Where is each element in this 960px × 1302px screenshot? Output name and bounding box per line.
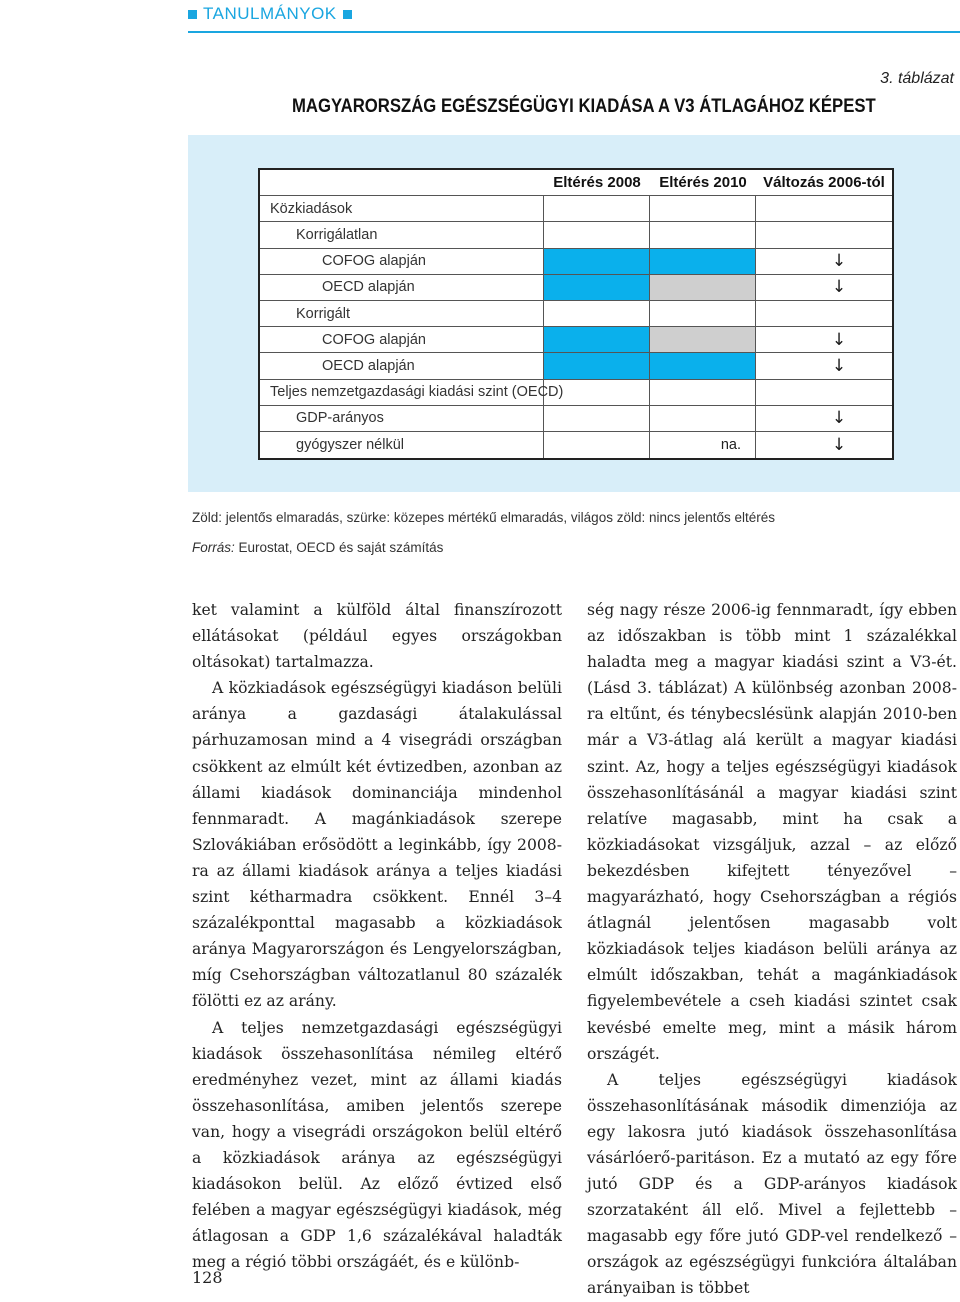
row-label: Teljes nemzetgazdasági kiadási szint (OECD) bbox=[260, 380, 544, 405]
column-header: Eltérés 2010 bbox=[659, 174, 747, 192]
row-label: Közkiadások bbox=[260, 196, 544, 221]
column-header: Változás 2006-tól bbox=[763, 174, 885, 192]
source-label: Forrás: bbox=[192, 540, 235, 555]
green-status-cell bbox=[544, 275, 650, 300]
empty-cell bbox=[544, 380, 650, 405]
gray-status-cell bbox=[650, 275, 756, 300]
change-cell bbox=[756, 249, 892, 274]
page-number: 128 bbox=[192, 1268, 223, 1287]
row-label: COFOG alapján bbox=[260, 249, 544, 274]
table-source bbox=[192, 540, 443, 555]
table-row bbox=[260, 406, 892, 432]
green-status-cell bbox=[544, 249, 650, 274]
change-cell bbox=[756, 380, 892, 405]
table-row bbox=[260, 196, 892, 222]
row-label: OECD alapján bbox=[260, 353, 544, 378]
change-cell bbox=[756, 275, 892, 300]
paragraph: ség nagy része 2006-ig fennmaradt, így ebben az időszakban is több mint 1 százalékkal haladta meg a magyar kiadási szint a V3-ét. (Lásd 3. táblázat) A különbség azonban 2008-ra eltűnt, és ténybecslésünk alapján 2010-ben már a V3-átlag alá került a magyar kiadási szint. Az, hogy a teljes egészségügyi kiadások összehasonlításánál a magyar kiadási szint relatíve magasabb, mint ha csak a közkiadásokat vizsgáljuk, azzal – az előző bekezdésben kifejtett tényezővel – magyarázható, hogy Csehországban a régiós átlagnál jelentősen magasabb volt közkiadások teljes kiadáson belüli aránya az elmúlt időszakban, tehát a magánkiadások figyelembevétele a cseh kiadási szintet csak kevésbé emelte meg, mint a másik három országét. bbox=[587, 601, 957, 1063]
gray-status-cell bbox=[650, 327, 756, 352]
paragraph: A közkiadások egészségügyi kiadáson belüli aránya a gazdasági átalakulással párhuzamosan mind a 4 visegrádi országban csökkent az elmúlt két évtizedben, azonban az állami kiadások dominanciája mindenhol fennmaradt. A magánkiadások szerepe Szlovákiában erősödött a leginkább, így 2008-ra az állami kiadások aránya a teljes kiadási szint kétharmadra csökkent. Ennél 3–4 százalékponttal magasabb a közkiadások aránya Magyarországon és Lengyelországban, míg Csehországban változatlanul 80 százalék fölötti ez az arány. bbox=[192, 679, 562, 1011]
change-cell bbox=[756, 222, 892, 247]
na-cell: na. bbox=[650, 432, 756, 458]
paragraph: A teljes nemzetgazdasági egészségügyi kiadások összehasonlítása némileg eltérő eredményhez vezet, mint az állami kiadás összehasonlítása, amiben jelentős szerepe van, hogy a visegrádi országokon belül eltérő a közkiadások aránya az egészségügyi kiadásokon belül. Az előző évtized első felében a magyar egészségügyi kiadások, még átlagosan a GDP 1,6 százalékával haladták meg a régió többi országáét, és e különb- bbox=[192, 1018, 562, 1272]
paragraph: ket valamint a külföld által finanszírozott ellátásokat (például egyes országokban oltásokat) tartalmazza. bbox=[192, 601, 562, 672]
comparison-table bbox=[258, 168, 894, 460]
change-cell bbox=[756, 353, 892, 378]
column-header: Eltérés 2008 bbox=[553, 174, 641, 192]
table-row bbox=[260, 275, 892, 301]
row-label: COFOG alapján bbox=[260, 327, 544, 352]
green-status-cell bbox=[544, 353, 650, 378]
change-cell bbox=[756, 406, 892, 431]
empty-cell bbox=[544, 222, 650, 247]
table-panel bbox=[188, 135, 960, 492]
source-text: Eurostat, OECD és saját számítás bbox=[234, 540, 444, 555]
empty-cell bbox=[650, 196, 756, 221]
table-row bbox=[260, 327, 892, 353]
text-column-left bbox=[192, 597, 562, 1275]
empty-cell bbox=[544, 196, 650, 221]
section-title: TANULMÁNYOK bbox=[203, 4, 337, 23]
arrow-down-icon: ↓ bbox=[831, 277, 847, 298]
table-row bbox=[260, 301, 892, 327]
table-row bbox=[260, 249, 892, 275]
section-header bbox=[188, 4, 352, 24]
green-status-cell bbox=[650, 353, 756, 378]
table-row bbox=[260, 432, 892, 458]
arrow-down-icon: ↓ bbox=[831, 408, 847, 429]
paragraph: A teljes egészségügyi kiadások összehasonlításának második dimenziója az egy lakosra jutó kiadások összehasonlítása vásárlóerő-paritáson. Ez a mutató az egy főre jutó GDP és a GDP-arányos kiadások szorzataként áll elő. Mivel a fejlettebb – magasabb egy főre jutó GDP-vel rendelkező – országok az egészségügyi funkcióra általában arányaiban is többet bbox=[587, 1070, 957, 1298]
lightgreen-status-cell bbox=[544, 406, 650, 431]
row-label: Korrigált bbox=[260, 301, 544, 326]
row-label: OECD alapján bbox=[260, 275, 544, 300]
arrow-down-icon: ↓ bbox=[831, 434, 847, 455]
table-header-row bbox=[260, 170, 892, 196]
header-empty-cell bbox=[260, 170, 544, 195]
square-bullet-icon bbox=[343, 10, 352, 19]
table-number: 3. táblázat bbox=[880, 70, 954, 87]
table-legend: Zöld: jelentős elmaradás, szürke: közepes mértékű elmaradás, világos zöld: nincs jelentős eltérés bbox=[192, 510, 776, 525]
empty-cell bbox=[650, 222, 756, 247]
arrow-down-icon: ↓ bbox=[831, 251, 847, 272]
row-label: gyógyszer nélkül bbox=[260, 432, 544, 458]
green-status-cell bbox=[650, 249, 756, 274]
text-column-right bbox=[587, 597, 957, 1302]
change-cell bbox=[756, 327, 892, 352]
table-body bbox=[260, 196, 892, 458]
change-cell bbox=[756, 432, 892, 458]
green-status-cell bbox=[544, 327, 650, 352]
lightgreen-status-cell bbox=[544, 432, 650, 458]
arrow-down-icon: ↓ bbox=[831, 329, 847, 350]
table-row bbox=[260, 380, 892, 406]
table-title: MAGYARORSZÁG EGÉSZSÉGÜGYI KIADÁSA A V3 ÁTLAGÁHOZ KÉPEST bbox=[292, 96, 876, 117]
empty-cell bbox=[544, 301, 650, 326]
header-divider bbox=[188, 31, 960, 33]
change-cell bbox=[756, 301, 892, 326]
change-cell bbox=[756, 196, 892, 221]
table-row bbox=[260, 222, 892, 248]
lightgreen-status-cell bbox=[650, 406, 756, 431]
row-label: Korrigálatlan bbox=[260, 222, 544, 247]
empty-cell bbox=[650, 380, 756, 405]
arrow-down-icon: ↓ bbox=[831, 355, 847, 376]
empty-cell bbox=[650, 301, 756, 326]
row-label: GDP-arányos bbox=[260, 406, 544, 431]
table-row bbox=[260, 353, 892, 379]
square-bullet-icon bbox=[188, 10, 197, 19]
